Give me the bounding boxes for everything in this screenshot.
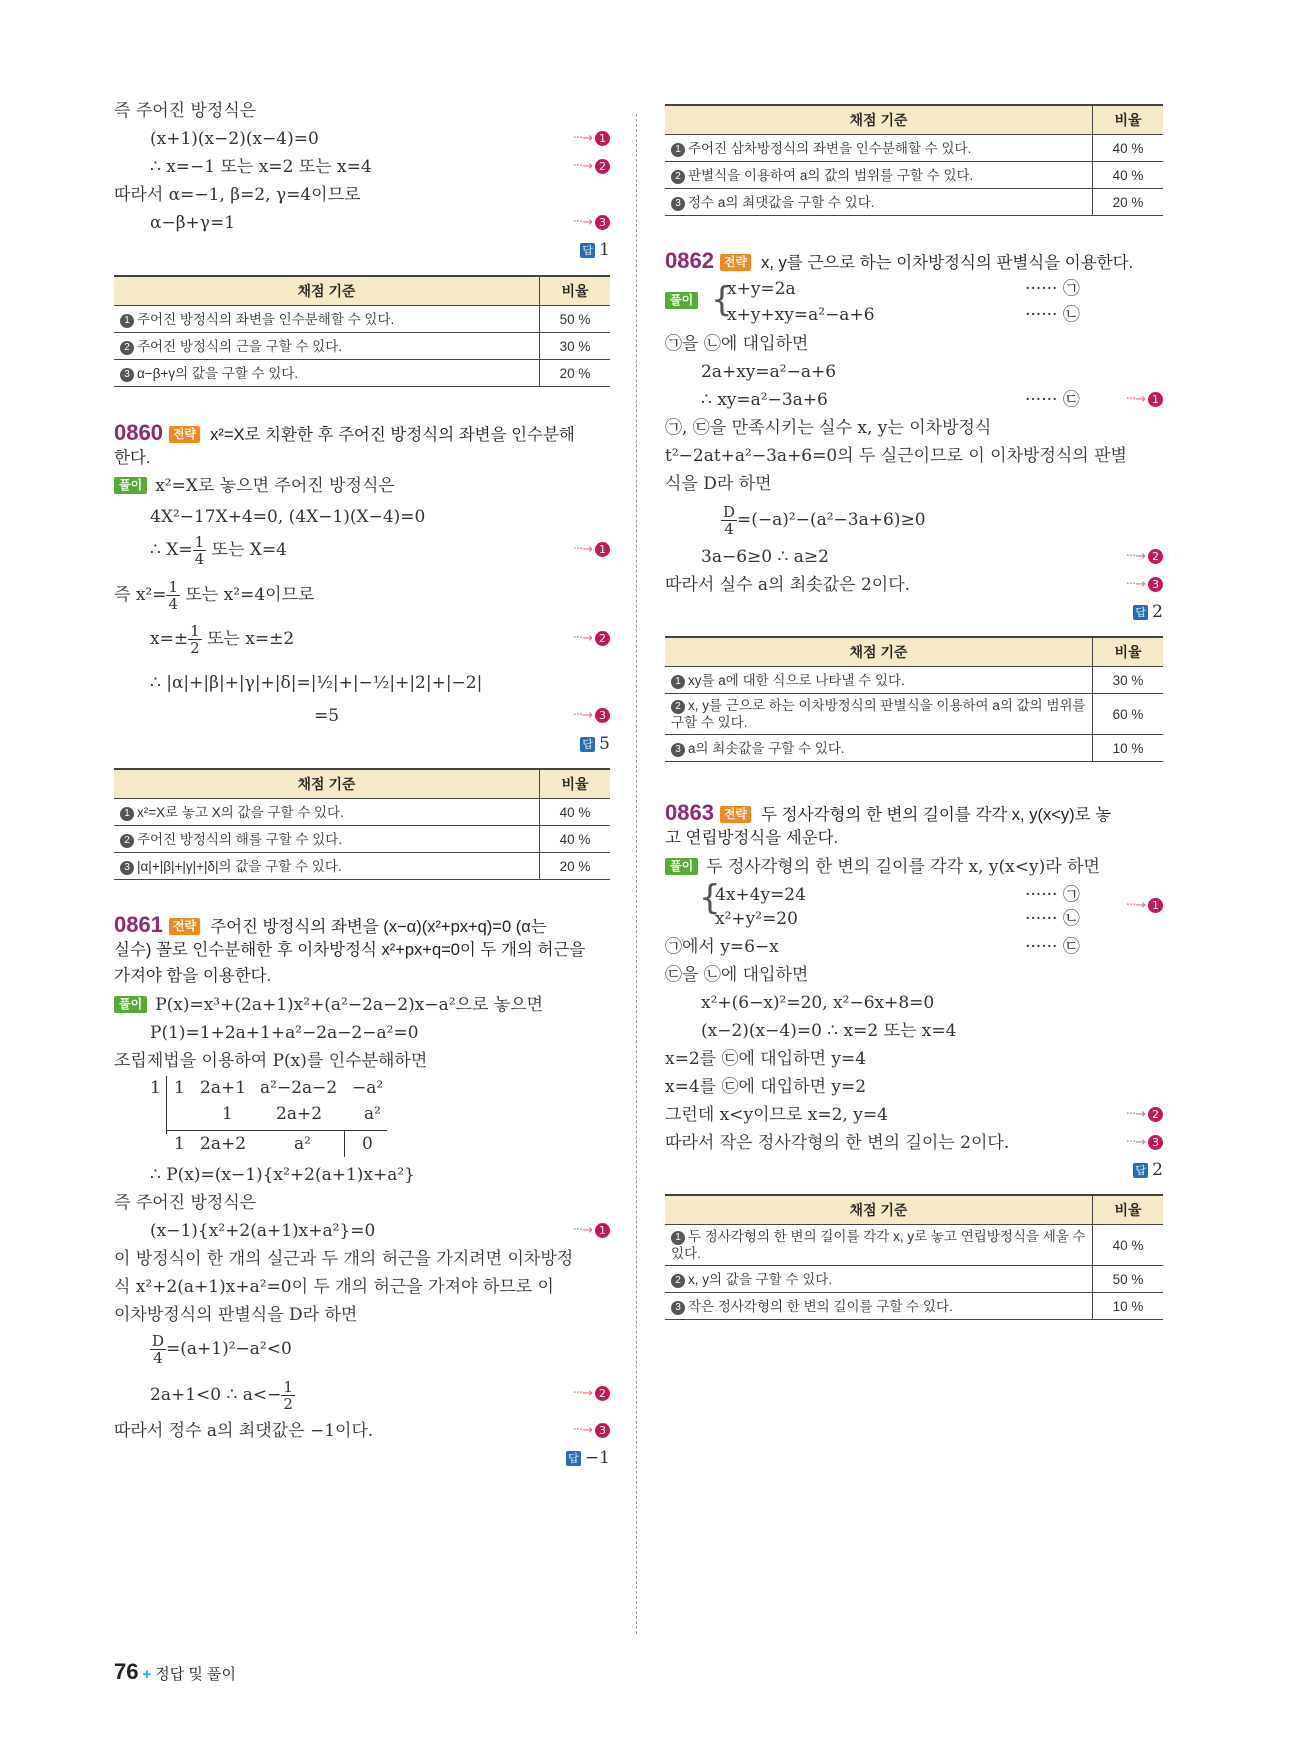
table-header: 비율 <box>540 276 611 306</box>
criteria-text: x, y의 값을 구할 수 있다. <box>688 1271 833 1287</box>
circle-number: 2 <box>671 1274 685 1288</box>
ratio-cell: 60 % <box>1093 694 1164 735</box>
solution-tag: 풀이 <box>114 996 147 1013</box>
equation: α−β+γ=1 <box>150 213 236 233</box>
arrow-icon: ···→ <box>572 1386 592 1401</box>
ratio-cell: 20 % <box>540 853 611 880</box>
criteria-text: α−β+γ의 값을 구할 수 있다. <box>137 365 299 381</box>
step-number: 3 <box>595 215 610 230</box>
strategy-text: 두 정사각형의 한 변의 길이를 각각 x, y(x<y)로 놓 <box>761 806 1112 824</box>
equation: (x−1){x²+2(a+1)x+a²}=0 <box>150 1221 376 1241</box>
solution-line <box>114 475 395 497</box>
answer-icon: 답 <box>566 1451 581 1466</box>
answer <box>580 734 610 754</box>
equation <box>721 503 926 537</box>
equation <box>150 622 294 656</box>
answer <box>580 240 610 260</box>
fraction <box>166 579 180 612</box>
arrow-icon: ···→ <box>1125 549 1145 564</box>
answer-value: 2 <box>1152 602 1163 622</box>
table-row <box>665 1266 1163 1293</box>
text-line: 즉 주어진 방정식은 <box>114 101 257 121</box>
solution-tag: 풀이 <box>665 858 698 875</box>
table-row <box>665 162 1163 189</box>
equation: x+y=2a <box>727 279 796 299</box>
text: x²=X로 놓으면 주어진 방정식은 <box>155 476 395 496</box>
table-row <box>665 1293 1163 1320</box>
text-line: 즉 주어진 방정식은 <box>114 1193 257 1213</box>
text-line: x=2를 ㉢에 대입하면 y=4 <box>665 1049 867 1069</box>
ratio-cell: 10 % <box>1093 735 1164 762</box>
table-row <box>665 735 1163 762</box>
arrow-icon: ···→ <box>1125 392 1145 407</box>
equation: ∴ x=−1 또는 x=2 또는 x=4 <box>150 157 372 177</box>
answer <box>1133 1160 1163 1180</box>
table-header: 채점 기준 <box>665 637 1093 667</box>
text-line: ㉠을 ㉡에 대입하면 <box>665 334 809 354</box>
result: 1 <box>174 1134 185 1154</box>
text: 즉 x²= <box>114 585 167 605</box>
equation: x²+(6−x)²=20, x²−6x+8=0 <box>701 993 935 1013</box>
step-marker <box>573 631 610 646</box>
answer-value: 5 <box>599 734 610 754</box>
equation: 2a+xy=a²−a+6 <box>701 362 837 382</box>
text-line: 조립제법을 이용하여 P(x)를 인수분해하면 <box>114 1051 428 1071</box>
plus-icon: + <box>142 1666 152 1683</box>
strategy-text: 고 연립방정식을 세운다. <box>665 829 839 847</box>
equation: ∴ |α|+|β|+|γ|+|δ|=|½|+|−½|+|2|+|−2| <box>150 673 483 693</box>
problem-number: 0861 <box>114 912 163 937</box>
result: 2a+2 <box>200 1134 247 1154</box>
strategy-text: 한다. <box>114 449 151 467</box>
step-number: 1 <box>595 131 610 146</box>
circle-number: 2 <box>671 700 685 714</box>
step-marker <box>573 542 610 557</box>
numerator: 1 <box>168 578 179 596</box>
text: ∴ X= <box>150 540 193 560</box>
circle-number: 2 <box>671 170 685 184</box>
ratio-cell: 30 % <box>540 333 611 360</box>
table-header: 채점 기준 <box>665 105 1093 135</box>
step-number: 1 <box>1148 898 1163 913</box>
text: 또는 x²=4이므로 <box>185 585 315 605</box>
ratio-cell: 40 % <box>1093 1225 1164 1266</box>
text-line: 따라서 정수 a의 최댓값은 −1이다. <box>114 1421 374 1441</box>
text: 두 정사각형의 한 변의 길이를 각각 x, y(x<y)라 하면 <box>706 857 1100 877</box>
circle-number: 2 <box>120 834 134 848</box>
denominator: 2 <box>190 639 200 657</box>
equation <box>150 1332 292 1366</box>
ratio-cell: 40 % <box>540 826 611 853</box>
circle-number: 3 <box>120 368 134 382</box>
equation: (x+1)(x−2)(x−4)=0 <box>150 129 319 149</box>
answer-value: −1 <box>584 1448 610 1468</box>
numerator: D <box>723 503 736 521</box>
coef: a²−2a−2 <box>260 1078 338 1098</box>
table-header: 비율 <box>540 769 611 799</box>
denominator: 4 <box>724 520 734 538</box>
table-header: 비율 <box>1093 637 1164 667</box>
criteria-text: 판별식을 이용하여 a의 값의 범위를 구할 수 있다. <box>688 167 974 183</box>
step-number: 3 <box>595 1423 610 1438</box>
ratio-cell: 40 % <box>540 799 611 826</box>
equation: ∴ P(x)=(x−1){x²+2(a+1)x+a²} <box>150 1165 416 1185</box>
criteria-text: xy를 a에 대한 식으로 나타낼 수 있다. <box>688 672 905 688</box>
text: x=± <box>150 629 189 649</box>
step-marker <box>573 1423 610 1438</box>
arrow-icon: ···→ <box>572 631 592 646</box>
step-number: 3 <box>1148 1135 1163 1150</box>
arrow-icon: ···→ <box>572 215 592 230</box>
circle-number: 3 <box>671 197 685 211</box>
coef: 2a+1 <box>200 1078 247 1098</box>
fraction <box>150 1333 166 1366</box>
step-number: 1 <box>1148 392 1163 407</box>
problem-header <box>114 912 610 940</box>
strategy-tag: 전략 <box>169 426 200 443</box>
numerator: 1 <box>194 533 205 551</box>
arrow-icon: ···→ <box>572 159 592 174</box>
equation-tag: ······ ㉢ <box>1025 937 1080 957</box>
table-row <box>665 1225 1163 1266</box>
strategy-text: 주어진 방정식의 좌변을 (x−α)(x²+px+q)=0 (α는 <box>210 918 547 936</box>
text: =(a+1)²−a²<0 <box>166 1339 292 1359</box>
text-line: 이차방정식의 판별식을 D라 하면 <box>114 1305 358 1325</box>
table-row <box>665 694 1163 735</box>
equation: P(1)=1+2a+1+a²−2a−2−a²=0 <box>150 1023 419 1043</box>
table-row <box>114 306 610 333</box>
coef: 2a+2 <box>276 1104 323 1124</box>
table-row <box>114 853 610 880</box>
ratio-cell: 40 % <box>1093 135 1164 162</box>
step-marker <box>573 131 610 146</box>
denominator: 4 <box>194 550 205 568</box>
text-line <box>114 578 314 612</box>
solution-tag: 풀이 <box>114 477 147 494</box>
circle-number: 3 <box>120 861 134 875</box>
step-number: 1 <box>595 1223 610 1238</box>
text-line: 이 방정식이 한 개의 실근과 두 개의 허근을 가지려면 이차방정 <box>114 1249 574 1269</box>
text-line: x=4를 ㉢에 대입하면 y=2 <box>665 1077 867 1097</box>
column-divider <box>636 114 637 1634</box>
step-number: 3 <box>1148 577 1163 592</box>
step-marker <box>573 215 610 230</box>
ratio-cell: 50 % <box>1093 1266 1164 1293</box>
step-number: 1 <box>595 542 610 557</box>
equation: (x−2)(x−4)=0 ∴ x=2 또는 x=4 <box>701 1021 957 1041</box>
text: 또는 X=4 <box>211 540 287 560</box>
equation: =5 <box>314 706 340 726</box>
step-marker <box>573 1386 610 1401</box>
text-line: t²−2at+a²−3a+6=0의 두 실근이므로 이 이차방정식의 판별 <box>665 446 1127 466</box>
ratio-cell: 40 % <box>1093 162 1164 189</box>
fraction <box>721 504 737 537</box>
text-line: 따라서 작은 정사각형의 한 변의 길이는 2이다. <box>665 1133 1010 1153</box>
equation-tag: ······ ㉡ <box>1025 305 1080 325</box>
problem-header <box>665 800 1163 828</box>
problem-header <box>114 420 610 448</box>
equation-tag: ······ ㉢ <box>1025 390 1080 410</box>
criteria-text: 정수 a의 최댓값을 구할 수 있다. <box>688 194 875 210</box>
numerator: 1 <box>283 1378 293 1396</box>
divisor: 1 <box>150 1078 161 1098</box>
step-marker <box>573 1223 610 1238</box>
solution-tag: 풀이 <box>665 292 698 309</box>
circle-number: 1 <box>671 675 685 689</box>
solution-tag-wrap <box>665 290 706 312</box>
arrow-icon: ···→ <box>572 1423 592 1438</box>
table-row <box>665 135 1163 162</box>
equation-tag: ······ ㉡ <box>1025 909 1080 929</box>
ratio-cell: 30 % <box>1093 667 1164 694</box>
answer-value: 1 <box>599 240 610 260</box>
page-footer <box>114 1659 236 1685</box>
step-marker <box>1126 549 1163 564</box>
ratio-cell: 20 % <box>1093 189 1164 216</box>
criteria-text: |α|+|β|+|γ|+|δ|의 값을 구할 수 있다. <box>137 858 342 874</box>
criteria-text: 두 정사각형의 한 변의 길이를 각각 x, y로 놓고 연립방정식을 세울 수 있다. <box>671 1229 1086 1261</box>
text-line: 식을 D라 하면 <box>665 474 772 494</box>
criteria-text: x, y를 근으로 하는 이차방정식의 판별식을 이용하여 a의 값의 범위를 구할 수 있다. <box>671 698 1086 730</box>
step-number: 2 <box>1148 549 1163 564</box>
problem-number: 0863 <box>665 800 714 825</box>
text-line: ㉢을 ㉡에 대입하면 <box>665 965 809 985</box>
criteria-text: x²=X로 놓고 X의 값을 구할 수 있다. <box>137 804 344 820</box>
denominator: 2 <box>283 1395 293 1413</box>
circle-number: 2 <box>120 341 134 355</box>
circle-number: 1 <box>120 314 134 328</box>
equation: 4x+4y=24 <box>715 885 806 905</box>
equation <box>150 1378 295 1412</box>
denominator: 4 <box>153 1349 163 1367</box>
arrow-icon: ···→ <box>572 708 592 723</box>
step-marker <box>1126 898 1163 913</box>
division-bar <box>166 1076 167 1134</box>
problem-header <box>665 248 1163 276</box>
coef: 1 <box>174 1078 185 1098</box>
strategy-tag: 전략 <box>169 918 200 935</box>
grading-table <box>665 104 1163 216</box>
grading-table <box>114 768 610 880</box>
brace: { <box>711 280 733 320</box>
fraction <box>188 623 202 656</box>
table-header: 비율 <box>1093 105 1164 135</box>
denominator: 4 <box>168 595 179 613</box>
circle-number: 1 <box>120 807 134 821</box>
strategy-text: 가져야 함을 이용한다. <box>114 967 272 985</box>
table-row <box>114 826 610 853</box>
result: a² <box>294 1134 311 1154</box>
equation: 3a−6≥0 ∴ a≥2 <box>701 547 829 567</box>
table-row <box>114 333 610 360</box>
text-line: ㉠에서 y=6−x <box>665 937 779 957</box>
step-marker <box>1126 392 1163 407</box>
solution-line <box>114 994 543 1016</box>
circle-number: 1 <box>671 1231 685 1245</box>
fraction <box>193 534 207 567</box>
step-marker <box>1126 577 1163 592</box>
criteria-text: a의 최솟값을 구할 수 있다. <box>688 740 845 756</box>
coef: a² <box>364 1104 381 1124</box>
text-line: 그런데 x<y이므로 x=2, y=4 <box>665 1105 888 1125</box>
synthetic-division <box>150 1078 450 1168</box>
criteria-text: 주어진 삼차방정식의 좌변을 인수분해할 수 있다. <box>688 140 972 156</box>
criteria-text: 주어진 방정식의 좌변을 인수분해할 수 있다. <box>137 311 395 327</box>
table-header: 비율 <box>1093 1195 1164 1225</box>
step-number: 2 <box>595 1386 610 1401</box>
equation <box>150 533 287 567</box>
arrow-icon: ···→ <box>1125 577 1145 592</box>
criteria-text: 작은 정사각형의 한 변의 길이를 구할 수 있다. <box>688 1298 953 1314</box>
problem-number: 0860 <box>114 420 163 445</box>
text-line: ㉠, ㉢을 만족시키는 실수 x, y는 이차방정식 <box>665 418 992 438</box>
step-marker <box>573 159 610 174</box>
coef: −a² <box>352 1078 384 1098</box>
remainder: 0 <box>362 1134 373 1154</box>
arrow-icon: ···→ <box>572 1223 592 1238</box>
strategy-text: x, y를 근으로 하는 이차방정식의 판별식을 이용한다. <box>761 254 1134 272</box>
arrow-icon: ···→ <box>1125 1135 1145 1150</box>
text: P(x)=x³+(2a+1)x²+(a²−2a−2)x−a²으로 놓으면 <box>155 995 544 1015</box>
text-line: 식 x²+2(a+1)x+a²=0이 두 개의 허근을 가져야 하므로 이 <box>114 1277 554 1297</box>
strategy-tag: 전략 <box>720 806 751 823</box>
ratio-cell: 50 % <box>540 306 611 333</box>
table-row <box>665 667 1163 694</box>
grading-table <box>114 275 610 387</box>
equation: x+y+xy=a²−a+6 <box>727 305 875 325</box>
page-number: 76 <box>114 1659 139 1684</box>
brace: { <box>699 878 721 918</box>
circle-number: 1 <box>671 143 685 157</box>
equation: ∴ xy=a²−3a+6 <box>701 390 828 410</box>
criteria-text: 주어진 방정식의 해를 구할 수 있다. <box>137 831 343 847</box>
table-row <box>114 360 610 387</box>
step-number: 2 <box>595 631 610 646</box>
table-header: 채점 기준 <box>114 769 540 799</box>
table-header: 채점 기준 <box>665 1195 1093 1225</box>
text: 2a+1<0 ∴ a<− <box>150 1385 282 1405</box>
arrow-icon: ···→ <box>1125 1107 1145 1122</box>
ratio-cell: 10 % <box>1093 1293 1164 1320</box>
answer <box>566 1448 610 1468</box>
solution-line <box>665 856 1100 878</box>
circle-number: 3 <box>671 743 685 757</box>
equation: 4X²−17X+4=0, (4X−1)(X−4)=0 <box>150 507 426 527</box>
table-row <box>114 799 610 826</box>
answer-icon: 답 <box>1133 605 1148 620</box>
fraction <box>281 1379 295 1412</box>
problem-number: 0862 <box>665 248 714 273</box>
step-marker <box>573 708 610 723</box>
equation-tag: ······ ㉠ <box>1025 885 1080 905</box>
answer-icon: 답 <box>580 243 595 258</box>
circle-number: 3 <box>671 1301 685 1315</box>
answer-icon: 답 <box>1133 1163 1148 1178</box>
equation: x²+y²=20 <box>715 909 798 929</box>
step-number: 2 <box>595 159 610 174</box>
step-marker <box>1126 1107 1163 1122</box>
strategy-text: x²=X로 치환한 후 주어진 방정식의 좌변을 인수분해 <box>210 426 575 444</box>
step-marker <box>1126 1135 1163 1150</box>
coef: 1 <box>222 1104 233 1124</box>
grading-table <box>665 1194 1163 1320</box>
numerator: 1 <box>190 622 200 640</box>
answer <box>1133 602 1163 622</box>
equation-tag: ······ ㉠ <box>1025 279 1080 299</box>
table-header: 채점 기준 <box>114 276 540 306</box>
strategy-text: 실수) 꼴로 인수분해한 후 이차방정식 x²+px+q=0이 두 개의 허근을 <box>114 941 586 959</box>
numerator: D <box>152 1332 165 1350</box>
grading-table <box>665 636 1163 762</box>
arrow-icon: ···→ <box>1125 898 1145 913</box>
text-line: 따라서 α=−1, β=2, γ=4이므로 <box>114 185 361 205</box>
ratio-cell: 20 % <box>540 360 611 387</box>
arrow-icon: ···→ <box>572 131 592 146</box>
arrow-icon: ···→ <box>572 542 592 557</box>
text: 또는 x=±2 <box>207 629 295 649</box>
step-number: 3 <box>595 708 610 723</box>
section-title: 정답 및 풀이 <box>155 1666 237 1683</box>
strategy-tag: 전략 <box>720 254 751 271</box>
step-number: 2 <box>1148 1107 1163 1122</box>
table-row <box>665 189 1163 216</box>
text-line: 따라서 실수 a의 최솟값은 2이다. <box>665 575 911 595</box>
answer-icon: 답 <box>580 737 595 752</box>
criteria-text: 주어진 방정식의 근을 구할 수 있다. <box>137 338 343 354</box>
answer-value: 2 <box>1152 1160 1163 1180</box>
text: =(−a)²−(a²−3a+6)≥0 <box>737 510 926 530</box>
